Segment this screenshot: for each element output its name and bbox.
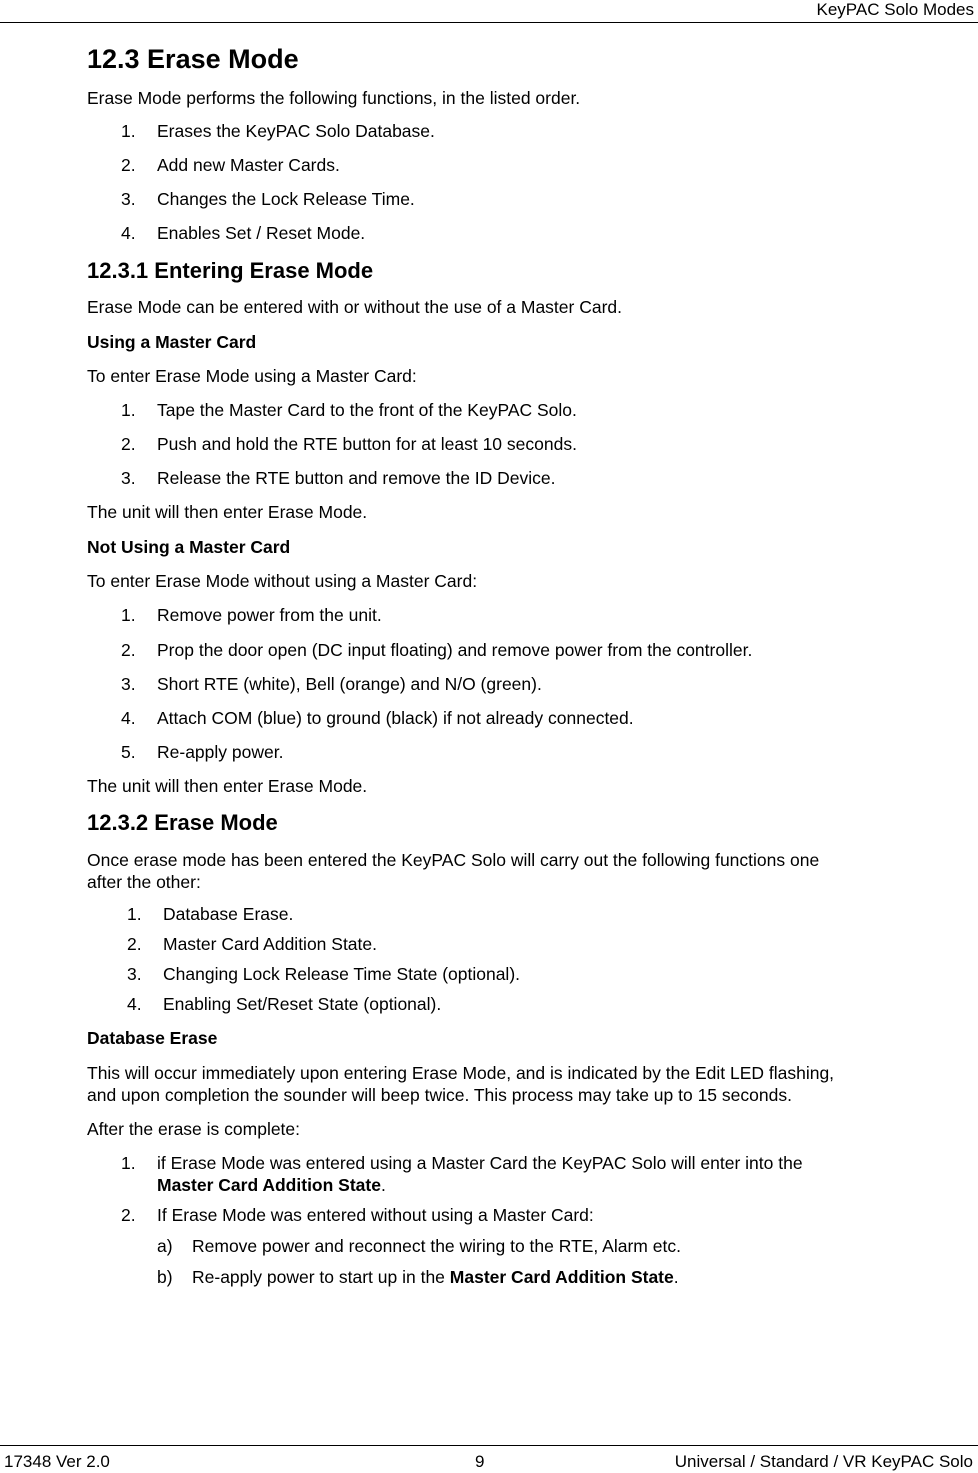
list-item: Attach COM (blue) to ground (black) if not already connected. [157, 708, 634, 728]
paragraph: To enter Erase Mode without using a Master Card: [87, 571, 478, 591]
section-intro: Erase Mode performs the following functions, in the listed order. [87, 88, 581, 108]
paragraph: and upon completion the sounder will beep twice. This process may take up to 15 seconds. [87, 1085, 792, 1105]
list-number: 3. [121, 189, 136, 209]
list-item: Re-apply power. [157, 742, 284, 762]
footer-rule [0, 1445, 978, 1446]
list-item: Database Erase. [163, 904, 294, 924]
list-number: 1. [121, 400, 136, 420]
paragraph: This will occur immediately upon entering Erase Mode, and is indicated by the Edit LED flashing, [87, 1063, 835, 1083]
list-number: 3. [121, 674, 136, 694]
list-number: 2. [127, 934, 142, 954]
footer-page-number: 9 [475, 1452, 485, 1471]
section-title: 12.3 Erase Mode [87, 44, 299, 74]
list-item: Enabling Set/Reset State (optional). [163, 994, 442, 1014]
paragraph: The unit will then enter Erase Mode. [87, 776, 368, 796]
paragraph: Once erase mode has been entered the KeyPAC Solo will carry out the following functions one [87, 850, 820, 870]
list-number: 2. [121, 155, 136, 175]
list-number: 4. [121, 708, 136, 728]
running-header: KeyPAC Solo Modes [816, 0, 974, 19]
header-rule [0, 22, 978, 23]
list-item: If Erase Mode was entered without using a Master Card: [157, 1205, 594, 1225]
list-item: Enables Set / Reset Mode. [157, 223, 366, 243]
bold-heading: Database Erase [87, 1028, 218, 1048]
list-item: Remove power from the unit. [157, 605, 382, 625]
bold-heading: Using a Master Card [87, 332, 257, 352]
list-item: Release the RTE button and remove the ID Device. [157, 468, 556, 488]
sublist-text: Re-apply power to start up in the [192, 1267, 450, 1287]
list-number: 4. [121, 223, 136, 243]
list-number: 1. [121, 605, 136, 625]
list-item: Tape the Master Card to the front of the KeyPAC Solo. [157, 400, 577, 420]
list-item: Add new Master Cards. [157, 155, 340, 175]
list-item: Erases the KeyPAC Solo Database. [157, 121, 435, 141]
sublist-item [192, 1266, 679, 1288]
punctuation: . [673, 1267, 679, 1287]
list-number: 5. [121, 742, 136, 762]
sublist-letter: a) [157, 1236, 173, 1256]
paragraph: After the erase is complete: [87, 1119, 301, 1139]
footer-doc-version: 17348 Ver 2.0 [4, 1452, 110, 1471]
list-number: 1. [127, 904, 142, 924]
paragraph: To enter Erase Mode using a Master Card: [87, 366, 417, 386]
sublist-item: Remove power and reconnect the wiring to the RTE, Alarm etc. [192, 1236, 681, 1256]
list-number: 1. [121, 1153, 136, 1173]
list-number: 4. [127, 994, 142, 1014]
list-number: 1. [121, 121, 136, 141]
list-item: if Erase Mode was entered using a Master Card the KeyPAC Solo will enter into the [157, 1153, 803, 1173]
subsection-title: 12.3.1 Entering Erase Mode [87, 258, 374, 283]
list-item-continuation [157, 1174, 386, 1196]
list-item: Short RTE (white), Bell (orange) and N/O (green). [157, 674, 542, 694]
list-number: 2. [121, 434, 136, 454]
list-item: Prop the door open (DC input floating) and remove power from the controller. [157, 640, 753, 660]
list-number: 3. [127, 964, 142, 984]
bold-term: Master Card Addition State [449, 1267, 674, 1287]
paragraph: after the other: [87, 872, 201, 892]
list-number: 2. [121, 640, 136, 660]
paragraph: Erase Mode can be entered with or without the use of a Master Card. [87, 297, 623, 317]
list-item: Push and hold the RTE button for at least 10 seconds. [157, 434, 577, 454]
sublist-letter: b) [157, 1267, 173, 1287]
list-number: 2. [121, 1205, 136, 1225]
paragraph: The unit will then enter Erase Mode. [87, 502, 368, 522]
list-item: Master Card Addition State. [163, 934, 377, 954]
bold-term: Master Card Addition State [157, 1175, 381, 1195]
list-item: Changing Lock Release Time State (optional). [163, 964, 521, 984]
footer-product: Universal / Standard / VR KeyPAC Solo [674, 1452, 973, 1471]
subsection-title: 12.3.2 Erase Mode [87, 810, 278, 835]
list-item: Changes the Lock Release Time. [157, 189, 415, 209]
bold-heading: Not Using a Master Card [87, 537, 291, 557]
punctuation: . [380, 1175, 386, 1195]
list-number: 3. [121, 468, 136, 488]
